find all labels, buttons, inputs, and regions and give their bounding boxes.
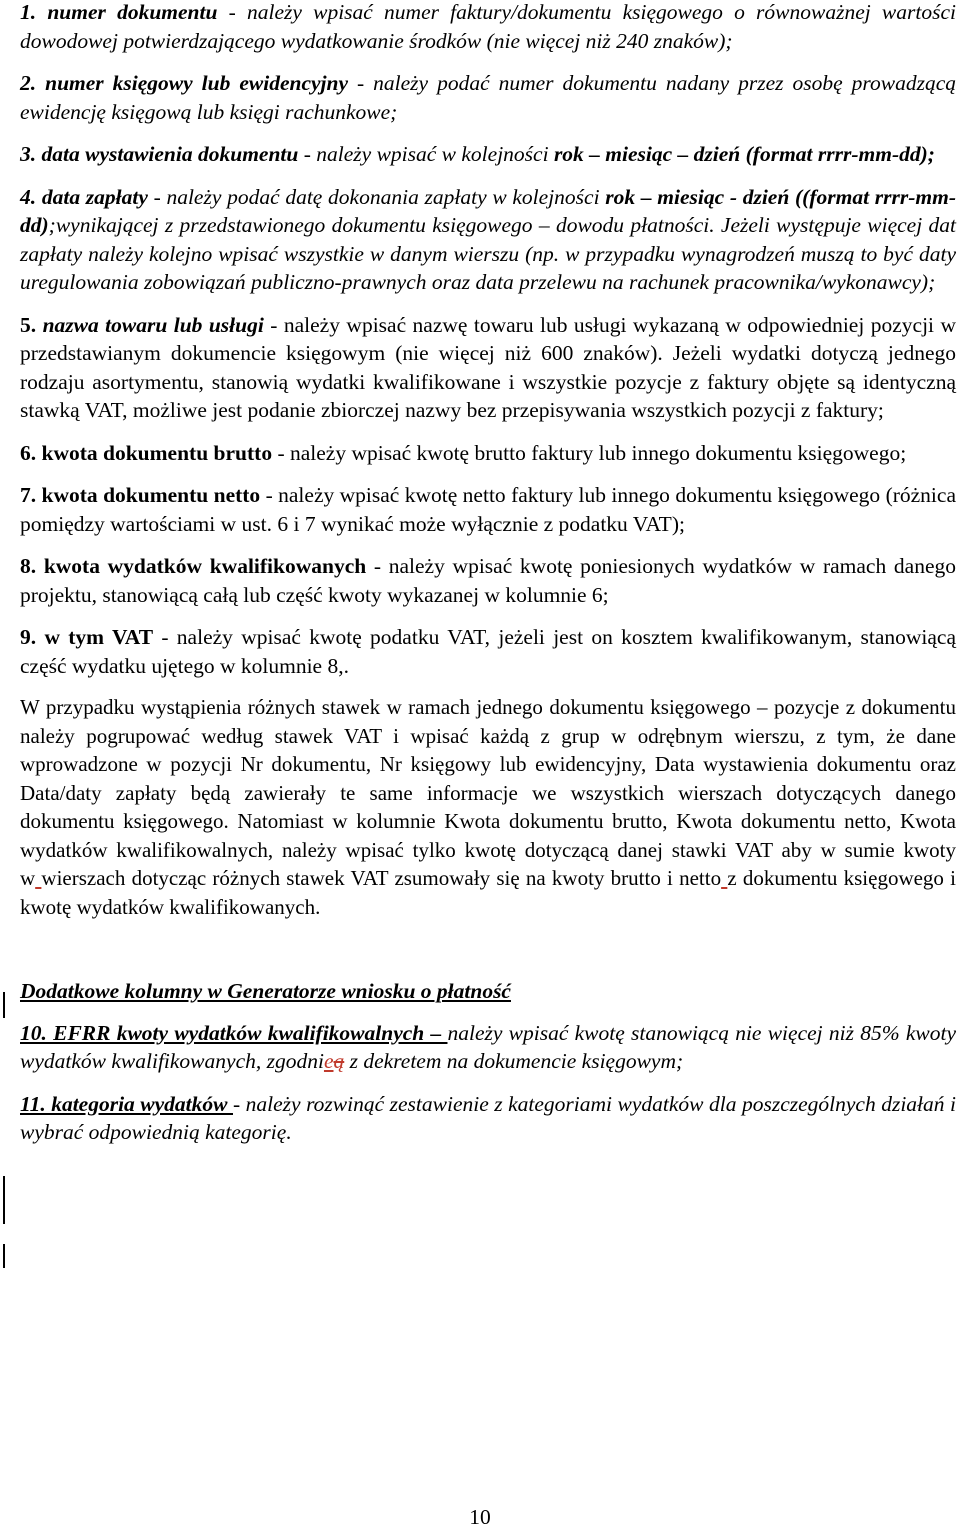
list-item-1	[20, 0, 956, 55]
list-item-4	[20, 183, 956, 297]
item-title: numer księgowy lub ewidencyjny	[45, 71, 349, 95]
item-number: 9.	[20, 625, 37, 649]
change-bar	[3, 992, 5, 1018]
item-title: numer dokumentu	[47, 0, 218, 24]
item-title: data zapłaty	[41, 184, 148, 209]
list-item-5	[20, 311, 956, 425]
item-text: - należy podać datę dokonania zapłaty w kolejności	[147, 184, 606, 209]
page-number: 10	[469, 1505, 491, 1529]
item-format: rok – miesiąc - dzień ((format rrrr-mm-dd)	[20, 184, 956, 237]
list-item-10	[20, 1019, 956, 1076]
item-number: 5.	[20, 312, 37, 337]
list-item-9	[20, 623, 956, 680]
item-text-cont: ;wynikającej z przedstawionego dokumentu księgowego – dowodu płatności. Jeżeli występuje więcej dat zapłaty należy kolejno wpisać wszystkie w danym wierszu (np. w przypadku wynagrodzeń muszą to być daty uregulowania zobowiązań publiczno-prawnych oraz data przelewu na rachunek pracownika/wykonawcy);	[20, 213, 956, 294]
tracked-deletion: ą	[333, 1049, 345, 1073]
item-text: - należy wpisać kwotę podatku VAT, jeżeli jest on kosztem kwalifikowanym, stanowiącą część wydatku ujętego w kolumnie 8,.	[20, 625, 957, 678]
item-text: - należy wpisać kwotę brutto faktury lub innego dokumentu księgowego;	[272, 440, 907, 465]
list-item-11	[20, 1090, 956, 1147]
item-number: 7.	[20, 483, 37, 507]
item-text: - należy wpisać kwotę poniesionych wydatków w ramach danego projektu, stanowiącą całą lub część kwoty wykazanej w kolumnie 6;	[20, 554, 956, 607]
item-number: 1.	[20, 0, 37, 24]
tracked-insertion: e	[323, 1049, 334, 1073]
item-title: w tym VAT	[44, 625, 154, 649]
document-page	[20, 0, 956, 1147]
item-format: rok – miesiąc – dzień (format rrrr-mm-dd);	[553, 142, 935, 166]
item-text: - należy rozwinąć zestawienie z kategoriami wydatków dla poszczególnych działań i wybrać odpowiednią kategorię.	[20, 1091, 956, 1144]
item-title: kwota wydatków kwalifikowanych	[43, 554, 367, 578]
item-title: data wystawienia dokumentu	[41, 142, 299, 166]
change-bar	[3, 1176, 5, 1224]
item-text: - należy podać numer dokumentu nadany przez osobę prowadzącą ewidencję księgową lub księgi rachunkowe;	[20, 71, 956, 124]
item-text: należy wpisać kwotę stanowiącą nie więcej niż 85% kwoty wydatków kwalifikowanych, zgodni	[20, 1020, 956, 1073]
item-number: 6.	[20, 440, 37, 465]
list-item-6	[20, 439, 956, 468]
item-title: kwota dokumentu brutto	[41, 440, 273, 465]
item-number: 3.	[20, 142, 37, 166]
list-item-8	[20, 552, 956, 609]
item-text: - należy wpisać kwotę netto faktury lub innego dokumentu księgowego (różnica pomiędzy wartościami w ust. 6 i 7 wynikać może wyłącznie z podatku VAT);	[20, 483, 956, 536]
item-title: 11. kategoria wydatków	[20, 1091, 233, 1116]
list-item-2	[20, 69, 956, 126]
item-title: nazwa towaru lub usługi	[42, 312, 264, 337]
item-text: - należy wpisać numer faktury/dokumentu księgowego o równoważnej wartości dowodowej potwierdzającego wydatkowanie środków (nie więcej niż 240 znaków);	[20, 0, 956, 53]
vat-paragraph: W przypadku wystąpienia różnych stawek w ramach jednego dokumentu księgowego – pozycje z dokumentu należy pogrupować według stawek VAT i wpisać każdą z grup w odrębnym wierszu, z tym, że dane wprowadzone w pozycji Nr dokumentu, Nr księgowy lub ewidencyjny, Data wystawienia dokumentu oraz Data/daty zapłaty będą zawierały te same informacje we wszystkich wierszach dotyczących danego dokumentu księgowego. Natomiast w kolumnie Kwota dokumentu brutto, Kwota dokumentu netto, Kwota wydatków kwalifikowalnych, należy wpisać tylko kwotę dotyczącą danej stawki VAT aby w sumie kwoty w wierszach dotycząc różnych stawek VAT zsumowały się na kwoty brutto i netto z dokumentu księgowego i kwotę wydatków kwalifikowanych.	[20, 695, 956, 919]
item-text: - należy wpisać nazwę towaru lub usługi wykazaną w odpowiedniej pozycji w przedstawianym dokumencie księgowym (nie więcej niż 600 znaków). Jeżeli wydatki dotyczą jednego rodzaju asortymentu, stanowią wydatki kwalifikowane i wszystkie pozycje z faktury objęte są identyczną stawką VAT, możliwe jest podanie zbiorczej nazwy bez przepisywania wszystkich pozycji z faktury;	[20, 312, 956, 422]
item-text-cont: z dekretem na dokumencie księgowym;	[344, 1049, 684, 1073]
change-bar	[3, 1244, 5, 1268]
item-number: 2.	[20, 71, 37, 95]
item-number: 4.	[20, 184, 37, 209]
item-title: 10. EFRR kwoty wydatków kwalifikowalnych –	[20, 1020, 448, 1045]
item-number: 8.	[20, 554, 37, 578]
section-heading: Dodatkowe kolumny w Generatorze wniosku o płatność	[20, 979, 511, 1003]
item-text: - należy wpisać w kolejności	[298, 142, 554, 166]
list-item-7	[20, 481, 956, 538]
item-title: kwota dokumentu netto	[41, 483, 261, 507]
list-item-3	[20, 140, 956, 169]
